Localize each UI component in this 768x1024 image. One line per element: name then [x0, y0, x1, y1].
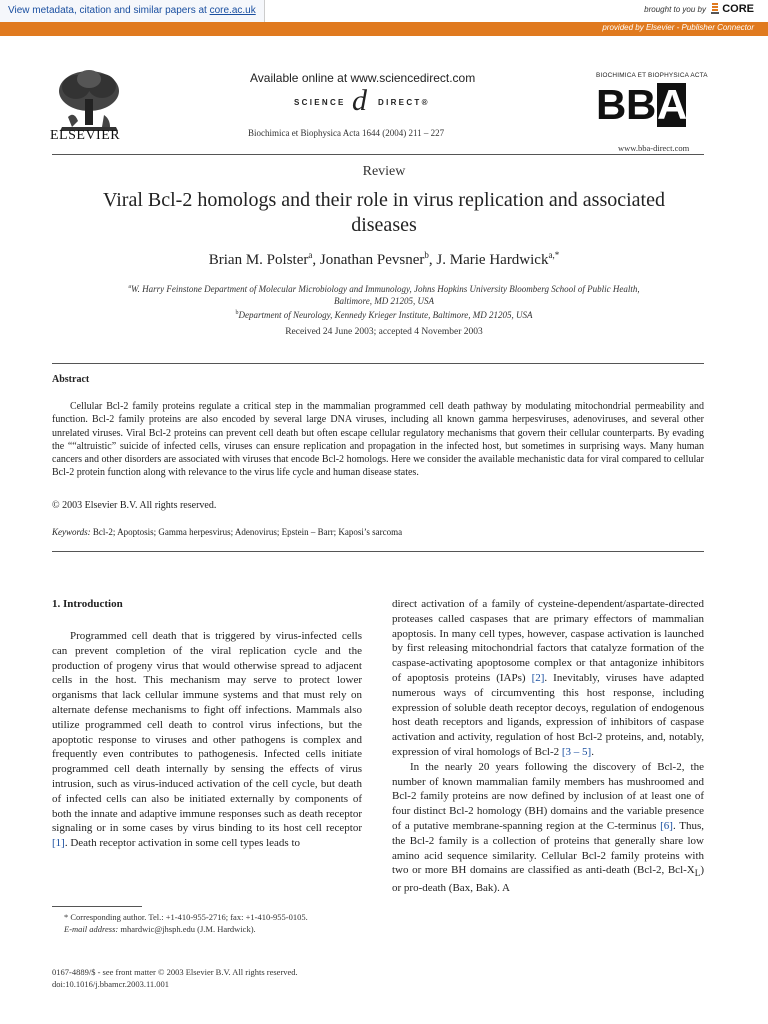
metadata-link-text[interactable]: View metadata, citation and similar papers at: [8, 5, 207, 16]
paragraph-text: . Thus, the Bcl-2 family is a collection of proteins that generally share low amino acid sequence similarity. Cellular Bcl-2 family proteins with two or more BH domains are classified as anti-death (Bcl-2, Bcl-X: [392, 819, 704, 877]
abstract-top-rule: [52, 363, 704, 364]
bba-letter-3: A: [657, 81, 688, 128]
core-provider-bar: [0, 22, 768, 36]
citation-link[interactable]: [3 – 5]: [561, 745, 592, 758]
author-name: Jonathan Pevsner: [319, 252, 425, 268]
core-brand[interactable]: [644, 3, 754, 15]
author-separator: ,: [428, 252, 437, 268]
affiliation-text-line2: Baltimore, MD 21205, USA: [334, 296, 434, 306]
footnote: [52, 912, 362, 935]
subscript: L: [694, 868, 701, 879]
doi-line[interactable]: doi:10.1016/j.bbamcr.2003.11.001: [52, 979, 170, 989]
email-address[interactable]: mhardwic@jhsph.edu (J.M. Hardwick).: [120, 923, 256, 934]
journal-reference: Biochimica et Biophysica Acta 1644 (2004) 211 – 227: [248, 128, 445, 138]
corresponding-author-note: * Corresponding author. Tel.: +1-410-955-2716; fax: +1-410-955-0105.: [64, 912, 308, 922]
provided-by-text[interactable]: provided by Elsevier - Publisher Connector: [602, 23, 754, 32]
core-logo-icon: [711, 3, 719, 14]
abstract-copyright: © 2003 Elsevier B.V. All rights reserved.: [52, 500, 217, 511]
sd-direct-word: DIRECT®: [378, 98, 430, 107]
sd-d-glyph: d: [352, 84, 367, 117]
journal-url[interactable]: www.bba-direct.com: [618, 143, 690, 153]
bba-letter-1: B: [596, 81, 627, 128]
paragraph-text: ) or pro-death (Bax, Bak). A: [392, 864, 704, 895]
left-column-paragraph: [52, 629, 362, 851]
core-site-link[interactable]: core.ac.uk: [209, 5, 256, 16]
paragraph-text: direct activation of a family of cysteine-dependent/aspartate-directed proteases called caspases that are primary effectors of mammalian apoptosis. In many cell types, however, caspase activation is launched by first releasing mitochondrial factors that catalyze formation of the caspase-activating apoptosome complex or that antagonize inhibitors of apoptosis proteins (IAPs): [392, 598, 704, 684]
footnote-rule: [52, 906, 142, 907]
citation-link[interactable]: [6]: [660, 819, 673, 832]
article-title: Viral Bcl-2 homologs and their role in virus replication and associated diseases: [103, 189, 665, 236]
received-dates: Received 24 June 2003; accepted 4 November 2003: [285, 327, 483, 337]
author-sup: b: [424, 250, 429, 260]
affiliation-text: Department of Neurology, Kennedy Krieger Institute, Baltimore, MD 21205, USA: [238, 310, 533, 320]
right-column-text: [392, 597, 704, 896]
article-section-type: Review: [362, 164, 406, 179]
paragraph-text: In the nearly 20 years following the discovery of Bcl-2, the number of known mammalian family members has mushroomed and Bcl-2 family proteins are now defined by inclusion of at least one of four distinct Bcl-2 homology (BH) domains and the variable presence of a putative membrane-spanning region at the C-terminus: [392, 760, 704, 832]
core-metadata-link[interactable]: [0, 0, 265, 23]
abstract-text: Cellular Bcl-2 family proteins regulate a critical step in the mammalian programmed cell death pathway by modulating mitochondrial permeability and function. Bcl-2 family proteins are also encoded by several large DNA viruses, including all known gamma herpesviruses, adenoviruses, and several other unrelated viruses. Viral Bcl-2 proteins can prevent cell death but often escape cellular regulatory mechanisms that govern their cellular counterparts. By evading the ““altruistic” suicide of infected cells, viruses can ensure replication and propagation in the infected host, but sometimes in surprising ways. Many human cancers and other disorders are associated with viruses that encode Bcl-2 homologs. Here we consider the available mechanistic data for viral compared to cellular Bcl-2 protein function along with relevance to the virus life cycle and human disease states.: [52, 401, 704, 479]
email-label: E-mail address:: [64, 923, 119, 934]
issn-line: 0167-4889/$ - see front matter © 2003 Elsevier B.V. All rights reserved.: [52, 967, 298, 977]
citation-link[interactable]: [2]: [531, 671, 545, 684]
header-rule: [52, 154, 704, 155]
author-name: J. Marie Hardwick: [436, 252, 549, 268]
affiliation-sup: a: [128, 284, 131, 290]
email-line: [52, 924, 362, 936]
keywords-list: Bcl-2; Apoptosis; Gamma herpesvirus; Adenovirus; Epstein – Barr; Kaposi’s sarcoma: [92, 527, 403, 537]
affiliation-b: [60, 307, 708, 321]
author-name: Brian M. Polster: [208, 252, 309, 268]
author-separator: ,: [312, 252, 320, 268]
affiliation-sup: b: [235, 310, 239, 316]
bba-journal-title: BIOCHIMICA ET BIOPHYSICA ACTA: [596, 72, 708, 79]
author-sup: a: [308, 250, 313, 260]
abstract-heading: Abstract: [52, 374, 90, 385]
right-column-paragraph-2: [392, 760, 704, 896]
brought-to-you-text: brought to you by: [644, 5, 706, 14]
citation-link[interactable]: [1]: [52, 837, 65, 850]
available-online-text[interactable]: Available online at www.sciencedirect.com: [250, 71, 476, 85]
paragraph-text: . Death receptor activation in some cell types leads to: [64, 837, 301, 850]
sd-science-word: SCIENCE: [294, 98, 346, 107]
keywords: [52, 527, 402, 537]
affiliation-a: [60, 281, 708, 307]
affiliation-text: W. Harry Feinstone Department of Molecular Microbiology and Immunology, Johns Hopkins University Bloomberg School of Public Health,: [131, 284, 640, 294]
keywords-label: Keywords:: [52, 527, 91, 537]
author-list: [0, 250, 768, 269]
abstract-bottom-rule: [52, 551, 704, 552]
core-banner: [0, 0, 768, 22]
section-heading-introduction: 1. Introduction: [52, 598, 123, 610]
issn-doi-block: [52, 966, 372, 990]
sciencedirect-logo: [294, 84, 444, 118]
paragraph-text: .: [591, 745, 594, 758]
paragraph-text: . Inevitably, viruses have adapted numerous ways of circumventing this host response, including expression of soluble death receptor decoys, regulation of endogenous host death receptors and ligands, expression of inhibitors of caspase activation and activity, regulation of host Bcl-2 proteins, and, notably, expression of viral homologs of Bcl-2: [392, 671, 704, 758]
author-sup: a,*: [548, 250, 560, 260]
bba-letter-2: B: [626, 81, 657, 128]
core-name: CORE: [722, 3, 754, 15]
publisher-name: ELSEVIER: [50, 128, 121, 143]
paragraph-text: Programmed cell death that is triggered by virus-infected cells can prevent completion of the viral replication cycle and the production of progeny virus that would otherwise spread to adjacent cells in the host. This mechanism may serve to protect lower organisms that lack cellular immune systems and that must rely on alternate defense mechanisms to fight off infections. Mammals also utilize programmed cell death to control virus infections, but the apoptotic response to viruses and other pathogens is complex and frequently even contributes to pathogenesis. Infected cells initiate programmed cell death internally by sensing the effects of virus intrusion, such as virus-induced activation of the cell cycle, but death of infected cells can also be initiated externally by components of both the innate and adaptive immune responses such as death receptor signaling or in some cases by virus binding to its host cell receptor: [52, 630, 362, 835]
bba-logo: [596, 83, 686, 127]
